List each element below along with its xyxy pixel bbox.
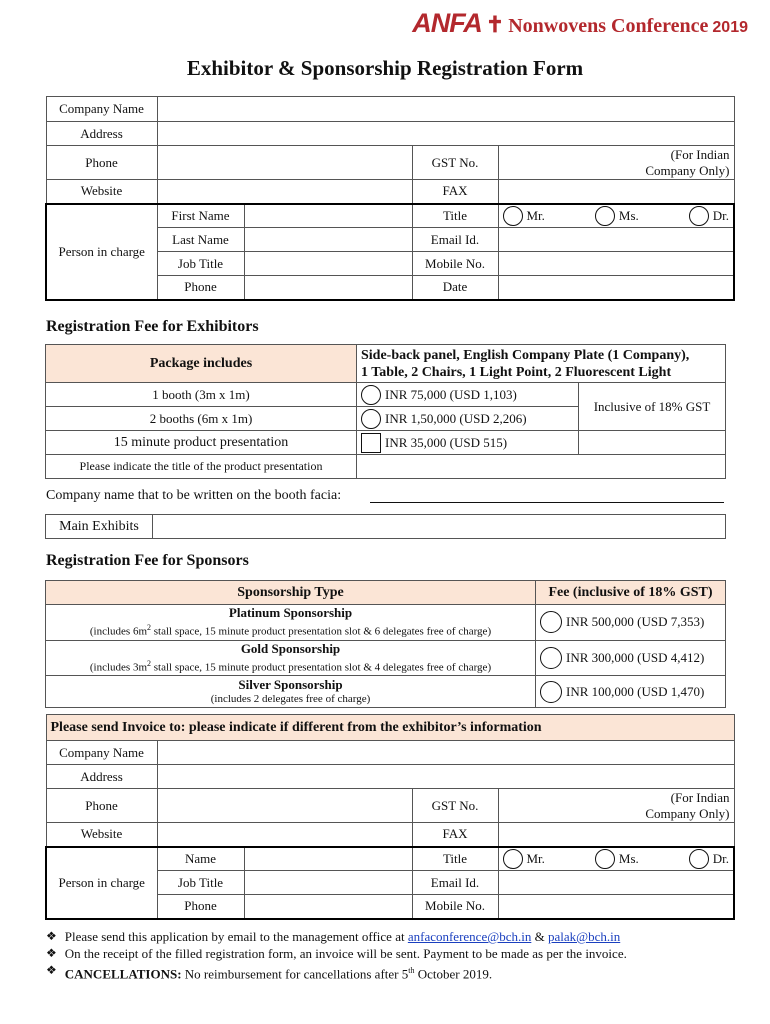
diamond-bullet-icon: ❖ <box>46 929 57 943</box>
invoice-table <box>45 714 735 920</box>
booth2-radio[interactable] <box>361 409 381 429</box>
exhibitor-info-table <box>45 96 735 301</box>
booth1-radio[interactable] <box>361 385 381 405</box>
presentation-title-label: Please indicate the title of the product presentation <box>46 455 357 479</box>
platinum-name: Platinum Sponsorship <box>228 605 353 620</box>
invoice-mobile-label: Mobile No. <box>412 895 498 919</box>
first-name-field[interactable] <box>244 204 412 228</box>
booth1-label: 1 booth (3m x 1m) <box>46 383 357 407</box>
mr-radio[interactable] <box>503 206 523 226</box>
gold-radio[interactable] <box>540 647 562 669</box>
address-field[interactable] <box>157 122 734 146</box>
main-exhibits-field[interactable] <box>153 515 726 539</box>
email-link-anfa[interactable]: anfaconference@bch.in <box>407 929 532 944</box>
gst-label: GST No. <box>412 146 498 180</box>
mobile-label: Mobile No. <box>412 252 498 276</box>
email-link-palak[interactable]: palak@bch.in <box>547 929 621 944</box>
mobile-field[interactable] <box>498 252 734 276</box>
ms-radio[interactable] <box>595 206 615 226</box>
diamond-bullet-icon: ❖ <box>46 963 57 977</box>
exhibitor-fee-heading: Registration Fee for Exhibitors <box>46 318 259 335</box>
platinum-fee: INR 500,000 (USD 7,353) <box>566 614 705 630</box>
presentation-checkbox[interactable] <box>361 433 381 453</box>
sponsorship-type-header: Sponsorship Type <box>46 581 536 605</box>
presentation-title-field[interactable] <box>357 455 726 479</box>
presentation-price-cell <box>357 431 579 455</box>
note-cancellations: ❖ CANCELLATIONS: No reimbursement for cancellations after 5th October 2019. <box>46 963 493 982</box>
invoice-website-field[interactable] <box>157 823 412 847</box>
invoice-mr-radio[interactable] <box>503 849 523 869</box>
logo-figure-icon: ✝ <box>485 12 505 37</box>
facia-input-line[interactable] <box>370 502 724 503</box>
title-options <box>498 204 734 228</box>
gold-desc: (includes $3m^2$ stall space, 15 minute product presentation slot & 4 delegates free of charge) <box>89 658 492 674</box>
contact-phone-label: Phone <box>157 276 244 300</box>
phone-field[interactable] <box>157 146 412 180</box>
silver-desc: (includes 2 delegates free of charge) <box>210 692 371 705</box>
person-in-charge-label: Person in charge <box>46 204 157 300</box>
invoice-gst-note[interactable]: (For Indian Company Only) <box>498 789 734 823</box>
invoice-company-label: Company Name <box>46 741 157 765</box>
invoice-dr-radio[interactable] <box>689 849 709 869</box>
invoice-phone-label: Phone <box>46 789 157 823</box>
job-title-field[interactable] <box>244 252 412 276</box>
invoice-contact-phone-label: Phone <box>157 895 244 919</box>
email-label: Email Id. <box>412 228 498 252</box>
platinum-fee-cell <box>536 605 726 641</box>
gold-name: Gold Sponsorship <box>240 640 341 656</box>
invoice-mr-label: Mr. <box>526 850 545 866</box>
invoice-address-field[interactable] <box>157 765 734 789</box>
invoice-fax-field[interactable] <box>498 823 734 847</box>
main-exhibits-table <box>45 514 726 539</box>
job-title-label: Job Title <box>157 252 244 276</box>
silver-row <box>46 676 536 708</box>
presentation-price: INR 35,000 (USD 515) <box>385 434 508 450</box>
website-field[interactable] <box>157 180 412 204</box>
mr-label: Mr. <box>526 207 545 223</box>
invoice-name-field[interactable] <box>244 847 412 871</box>
sponsorship-fee-header: Fee (inclusive of 18% GST) <box>536 581 726 605</box>
invoice-title-options <box>498 847 734 871</box>
first-name-label: First Name <box>157 204 244 228</box>
silver-fee: INR 100,000 (USD 1,470) <box>566 683 705 699</box>
fax-field[interactable] <box>498 180 734 204</box>
silver-radio[interactable] <box>540 681 562 703</box>
title-label: Title <box>412 204 498 228</box>
notes-list <box>46 928 627 982</box>
booth2-price: INR 1,50,000 (USD 2,206) <box>385 410 527 426</box>
invoice-heading: Please send Invoice to: please indicate if different from the exhibitor’s information <box>46 715 734 741</box>
platinum-radio[interactable] <box>540 611 562 633</box>
invoice-phone-field[interactable] <box>157 789 412 823</box>
logo-conference: Nonwovens Conference <box>508 15 709 37</box>
invoice-email-field[interactable] <box>498 871 734 895</box>
website-label: Website <box>46 180 157 204</box>
dr-radio[interactable] <box>689 206 709 226</box>
sponsor-fee-table <box>45 580 726 708</box>
package-desc-line2: 1 Table, 2 Chairs, 1 Light Point, 2 Fluorescent Light <box>361 364 672 380</box>
invoice-email-label: Email Id. <box>412 871 498 895</box>
invoice-title-label: Title <box>412 847 498 871</box>
invoice-gst-label: GST No. <box>412 789 498 823</box>
last-name-field[interactable] <box>244 228 412 252</box>
logo-brand: ANFA <box>412 8 482 38</box>
facia-label: Company name that to be written on the booth facia: <box>46 488 342 503</box>
invoice-job-title-field[interactable] <box>244 871 412 895</box>
invoice-person-label: Person in charge <box>46 847 157 919</box>
phone-label: Phone <box>46 146 157 180</box>
fax-label: FAX <box>412 180 498 204</box>
note-email: ❖ Please send this application by email to the management office at anfaconference@bch.in & palak@bch.in <box>46 929 621 944</box>
invoice-website-label: Website <box>46 823 157 847</box>
booth2-price-cell <box>357 407 579 431</box>
page-title: Exhibitor & Sponsorship Registration Form <box>186 56 584 80</box>
date-field[interactable] <box>498 276 734 300</box>
ms-label: Ms. <box>618 207 639 223</box>
gst-note[interactable]: (For Indian Company Only) <box>498 146 734 180</box>
invoice-address-label: Address <box>46 765 157 789</box>
gold-fee-cell <box>536 640 726 676</box>
platinum-row <box>46 605 536 641</box>
gold-fee: INR 300,000 (USD 4,412) <box>566 649 705 665</box>
invoice-ms-radio[interactable] <box>595 849 615 869</box>
invoice-name-label: Name <box>157 847 244 871</box>
note-invoice: ❖ On the receipt of the filled registration form, an invoice will be sent. Payment to be made as per the invoice. <box>46 946 627 961</box>
exhibitor-fee-table <box>45 344 726 479</box>
main-exhibits-label: Main Exhibits <box>46 515 153 539</box>
invoice-mobile-field[interactable] <box>498 895 734 919</box>
company-name-field[interactable] <box>157 97 734 122</box>
email-field[interactable] <box>498 228 734 252</box>
presentation-label: 15 minute product presentation <box>46 431 357 455</box>
invoice-job-title-label: Job Title <box>157 871 244 895</box>
date-label: Date <box>412 276 498 300</box>
logo-year: 2019 <box>712 19 748 36</box>
last-name-label: Last Name <box>157 228 244 252</box>
contact-phone-field[interactable] <box>244 276 412 300</box>
silver-name: Silver Sponsorship <box>238 676 343 692</box>
package-desc-line1: Side-back panel, English Company Plate (1 Company), <box>361 347 690 363</box>
booth1-price-cell <box>357 383 579 407</box>
sponsor-fee-heading: Registration Fee for Sponsors <box>46 552 249 569</box>
company-name-label: Company Name <box>46 97 157 122</box>
invoice-contact-phone-field[interactable] <box>244 895 412 919</box>
gst-inclusive-note: Inclusive of 18% GST <box>579 383 726 431</box>
presentation-empty <box>579 431 726 455</box>
gold-row <box>46 640 536 676</box>
invoice-company-field[interactable] <box>157 741 734 765</box>
diamond-bullet-icon: ❖ <box>46 946 57 960</box>
invoice-fax-label: FAX <box>412 823 498 847</box>
package-header: Package includes <box>46 345 357 383</box>
package-description <box>357 345 726 383</box>
booth1-price: INR 75,000 (USD 1,103) <box>385 386 517 402</box>
address-label: Address <box>46 122 157 146</box>
booth2-label: 2 booths (6m x 1m) <box>46 407 357 431</box>
invoice-ms-label: Ms. <box>618 850 639 866</box>
invoice-dr-label: Dr. <box>712 850 730 866</box>
platinum-desc: (includes $6m^2$ stall space, 15 minute product presentation slot & 6 delegates free of charge) <box>89 623 492 638</box>
silver-fee-cell <box>536 676 726 708</box>
conference-logo <box>412 8 748 39</box>
dr-label: Dr. <box>712 207 729 223</box>
